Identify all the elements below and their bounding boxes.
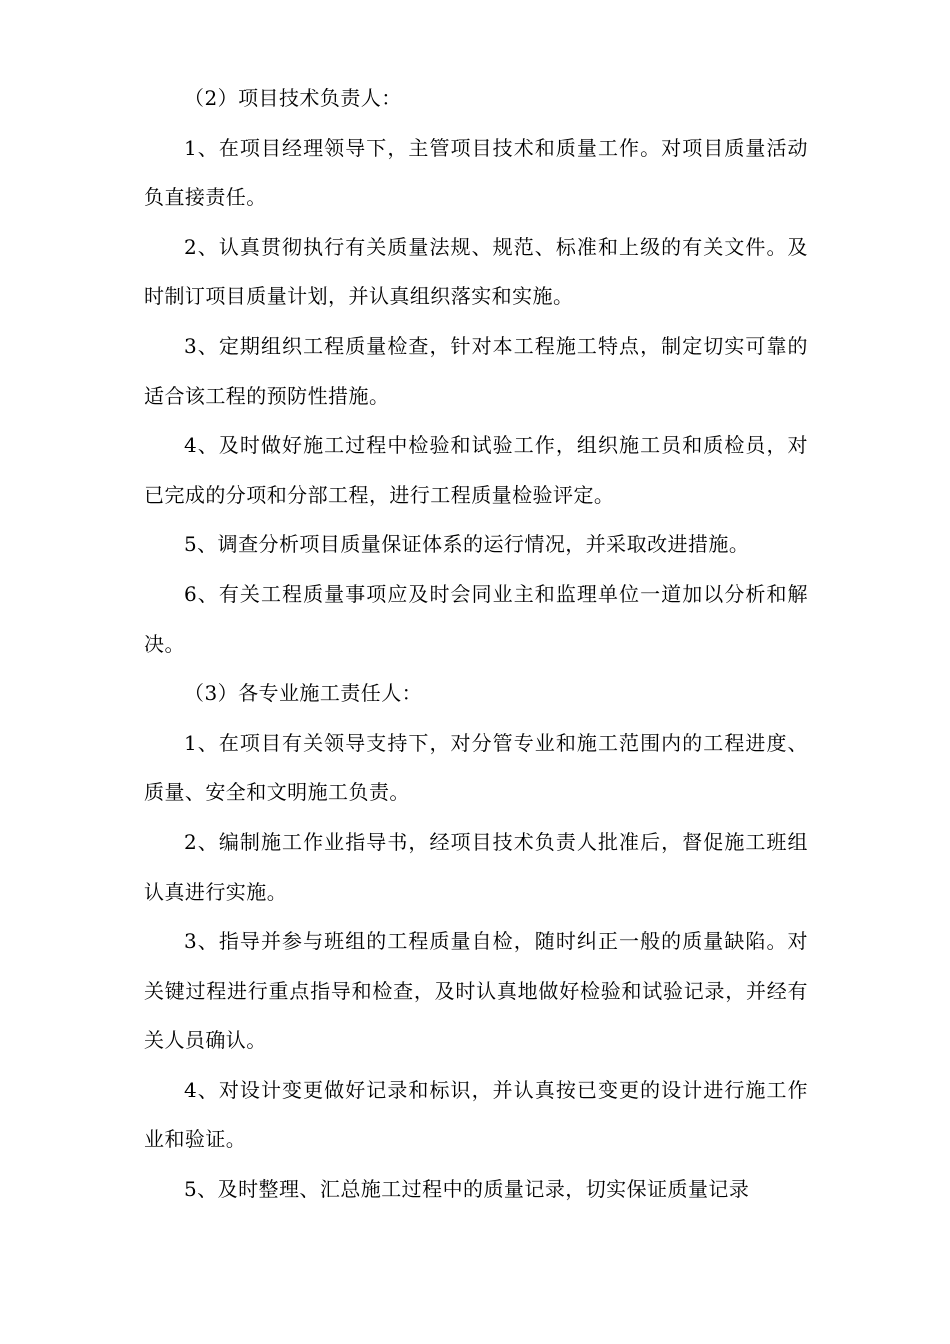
paragraph-5: 5、调查分析项目质量保证体系的运行情况，并采取改进措施。 <box>184 532 750 557</box>
paragraph-1: 1、在项目经理领导下，主管项目技术和质量工作。对项目质量活动负直接责任。 <box>144 135 808 210</box>
paragraph-7: 1、在项目有关领导支持下，对分管专业和施工范围内的工程进度、质量、安全和文明施工负责。 <box>144 730 808 805</box>
document-body <box>144 74 808 1215</box>
paragraph-3: 3、定期组织工程质量检查，针对本工程施工特点，制定切实可靠的适合该工程的预防性措施。 <box>144 333 808 408</box>
paragraph-4: 4、及时做好施工过程中检验和试验工作，组织施工员和质检员，对已完成的分项和分部工程，进行工程质量检验评定。 <box>144 433 808 507</box>
paragraph-9: 3、指导并参与班组的工程质量自检，随时纠正一般的质量缺陷。对关键过程进行重点指导和检查，及时认真地做好检验和试验记录，并经有关人员确认。 <box>144 929 808 1053</box>
section-heading-specialty-leads: （3）各专业施工责任人： <box>184 681 423 706</box>
paragraph-8: 2、编制施工作业指导书，经项目技术负责人批准后，督促施工班组认真进行实施。 <box>144 829 808 904</box>
section-heading-technical-lead: （2）项目技术负责人： <box>184 86 402 110</box>
paragraph-10: 4、对设计变更做好记录和标识，并认真按已变更的设计进行施工作业和验证。 <box>144 1077 808 1152</box>
paragraph-2: 2、认真贯彻执行有关质量法规、规范、标准和上级的有关文件。及时制订项目质量计划，并认真组织落实和实施。 <box>144 234 808 309</box>
paragraph-11: 5、及时整理、汇总施工过程中的质量记录，切实保证质量记录 <box>184 1177 750 1202</box>
paragraph-6: 6、有关工程质量事项应及时会同业主和监理单位一道加以分析和解决。 <box>144 581 808 656</box>
